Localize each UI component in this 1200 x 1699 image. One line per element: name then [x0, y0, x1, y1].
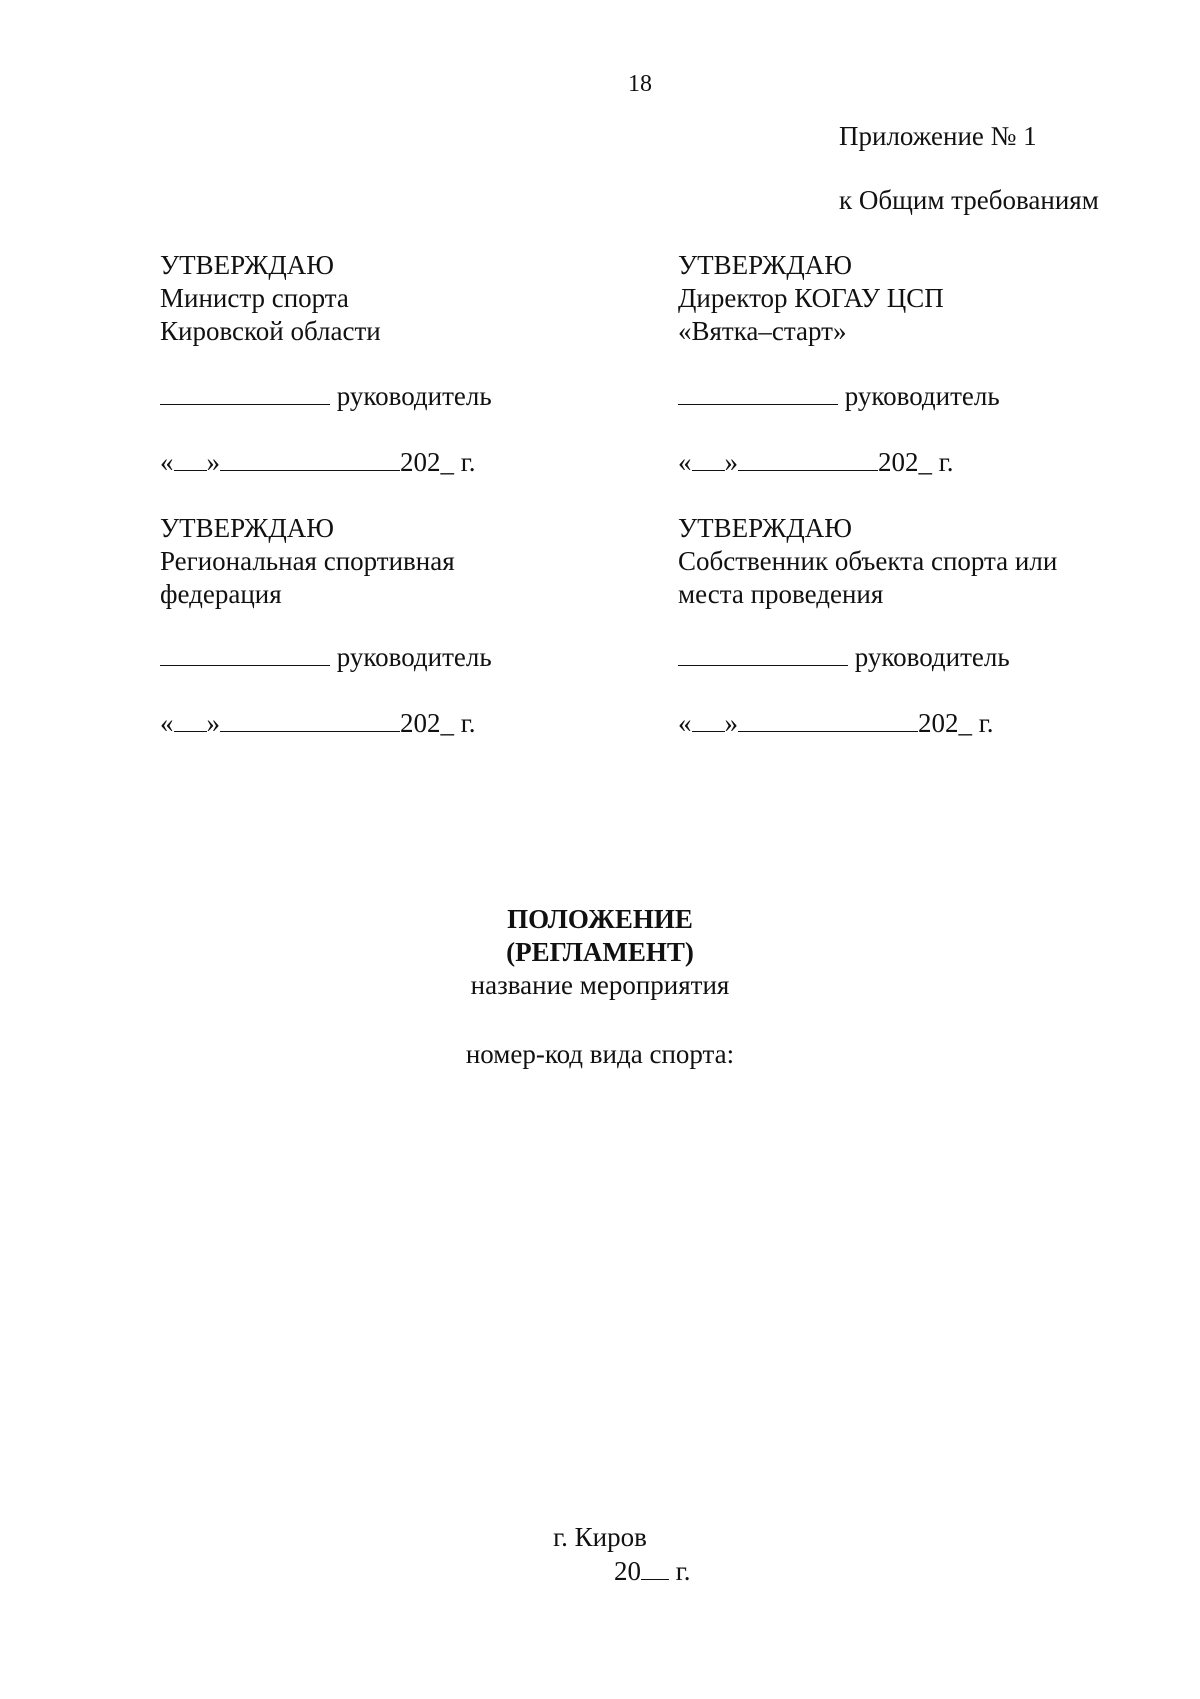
date-year: 202_ г. — [918, 708, 994, 738]
signature-line — [678, 641, 1010, 674]
footer-year-prefix: 20 — [614, 1556, 641, 1586]
date-line — [160, 446, 476, 479]
month-blank — [738, 448, 878, 471]
signature-blank — [160, 382, 330, 405]
signature-label: руководитель — [844, 381, 1000, 411]
signature-label: руководитель — [336, 381, 492, 411]
approval-block-owner — [678, 512, 1057, 611]
footer-year — [614, 1555, 691, 1588]
date-close-quote: » — [206, 708, 220, 738]
date-year: 202_ г. — [400, 708, 476, 738]
day-blank — [174, 709, 207, 732]
signature-blank — [678, 643, 848, 666]
date-close-quote: » — [206, 447, 220, 477]
date-close-quote: » — [724, 708, 738, 738]
date-line — [678, 707, 994, 740]
appendix-label: Приложение № 1 — [839, 121, 1037, 151]
day-blank — [174, 448, 207, 471]
approver-title-line: Кировской области — [160, 316, 381, 346]
signature-label: руководитель — [854, 642, 1010, 672]
day-blank — [692, 448, 725, 471]
date-close-quote: » — [724, 447, 738, 477]
signature-line — [160, 380, 492, 413]
page-number: 18 — [628, 71, 652, 97]
approval-block-minister — [160, 249, 381, 348]
approver-title-line: места проведения — [678, 579, 884, 609]
date-open-quote: « — [160, 708, 174, 738]
approver-title-line: федерация — [160, 579, 282, 609]
approver-title-line: Региональная спортивная — [160, 546, 455, 576]
document-title: ПОЛОЖЕНИЕ — [507, 904, 693, 934]
document-subtitle: (РЕГЛАМЕНТ) — [506, 937, 694, 967]
sport-code: номер-код вида спорта: — [465, 1039, 735, 1069]
approver-title-line: Директор КОГАУ ЦСП — [678, 283, 944, 313]
month-blank — [220, 709, 400, 732]
month-blank — [738, 709, 918, 732]
approval-heading: УТВЕРЖДАЮ — [160, 513, 335, 543]
approval-block-director — [678, 249, 944, 348]
approver-title-line: Собственник объекта спорта или — [678, 546, 1058, 576]
date-open-quote: « — [678, 708, 692, 738]
date-open-quote: « — [678, 447, 692, 477]
day-blank — [692, 709, 725, 732]
signature-blank — [160, 643, 330, 666]
approval-block-federation — [160, 512, 455, 611]
signature-line — [160, 641, 492, 674]
approver-title-line: «Вятка–старт» — [678, 316, 847, 346]
date-year: 202_ г. — [878, 447, 954, 477]
footer-year-suffix: г. — [675, 1556, 691, 1586]
date-line — [160, 707, 476, 740]
appendix-reference: к Общим требованиям — [839, 185, 1099, 215]
signature-label: руководитель — [336, 642, 492, 672]
year-blank — [641, 1557, 669, 1580]
date-year: 202_ г. — [400, 447, 476, 477]
approver-title-line: Министр спорта — [160, 283, 349, 313]
month-blank — [220, 448, 400, 471]
signature-line — [678, 380, 1000, 413]
footer-city: г. Киров — [553, 1522, 647, 1552]
date-open-quote: « — [160, 447, 174, 477]
date-line — [678, 446, 954, 479]
approval-heading: УТВЕРЖДАЮ — [678, 250, 853, 280]
approval-heading: УТВЕРЖДАЮ — [160, 250, 335, 280]
event-name: название мероприятия — [470, 970, 730, 1000]
approval-heading: УТВЕРЖДАЮ — [678, 513, 853, 543]
signature-blank — [678, 382, 838, 405]
